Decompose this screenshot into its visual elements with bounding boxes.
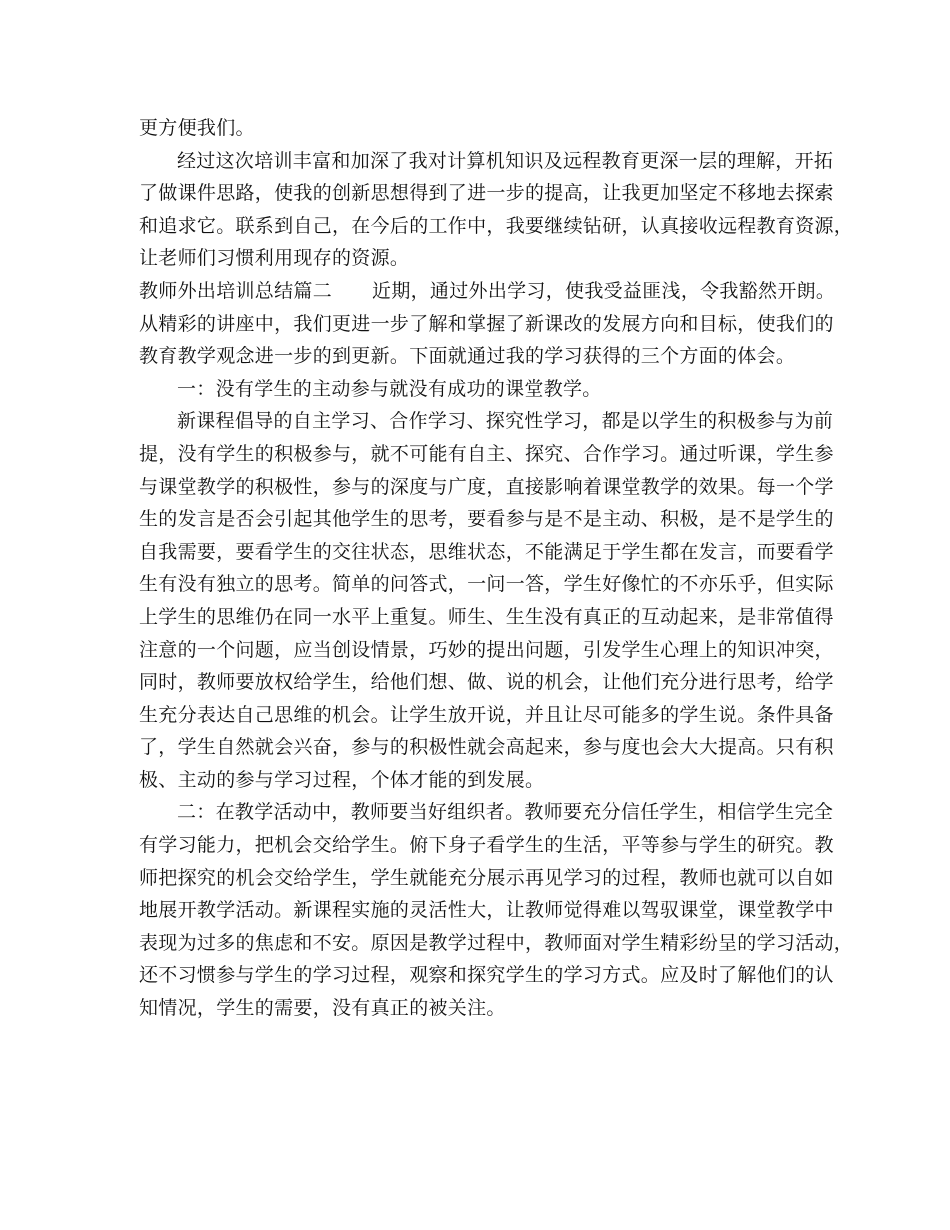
paragraph-line: 一：没有学生的主动参与就没有成功的课堂教学。: [177, 377, 602, 400]
paragraph-line: 了，学生自然就会兴奋，参与的积极性就会高起来，参与度也会大大提高。只有积: [139, 736, 834, 759]
paragraph-line: 注意的一个问题，应当创设情景，巧妙的提出问题，引发学生心理上的知识冲突，: [139, 638, 834, 661]
paragraph-line: 师把探究的机会交给学生，学生就能充分展示再见学习的过程，教师也就可以自如: [139, 866, 834, 889]
paragraph-line: 自我需要，要看学生的交往状态，思维状态，不能满足于学生都在发言，而要看学: [139, 540, 834, 563]
paragraph-line: 新课程倡导的自主学习、合作学习、探究性学习，都是以学生的积极参与为前: [177, 410, 834, 433]
paragraph-line: 经过这次培训丰富和加深了我对计算机知识及远程教育更深一层的理解，开拓: [177, 149, 834, 172]
paragraph-line: 更方便我们。: [139, 117, 255, 139]
paragraph-line: 生的发言是否会引起其他学生的思考，要看参与是不是主动、积极，是不是学生的: [139, 508, 834, 531]
section-heading-line: [139, 275, 836, 308]
paragraph-line: 教育教学观念进一步的到更新。下面就通过我的学习获得的三个方面的体会。: [139, 345, 796, 368]
paragraph-line: 生充分表达自己思维的机会。让学生放开说，并且让尽可能多的学生说。条件具备: [139, 703, 834, 726]
section-intro: 近期，通过外出学习，使我受益匪浅，令我豁然开朗。: [372, 279, 836, 302]
paragraph-line: 与课堂教学的积极性，参与的深度与广度，直接影响着课堂教学的效果。每一个学: [139, 475, 834, 498]
paragraph-line: 有学习能力，把机会交给学生。俯下身子看学生的生活，平等参与学生的研究。教: [139, 834, 834, 857]
paragraph-line: 知情况，学生的需要，没有真正的被关注。: [139, 997, 506, 1020]
section-title: 教师外出培训总结篇二: [139, 279, 333, 302]
paragraph-line: 上学生的思维仍在同一水平上重复。师生、生生没有真正的互动起来，是非常值得: [139, 605, 834, 628]
paragraph-line: 提，没有学生的积极参与，就不可能有自主、探究、合作学习。通过听课，学生参: [139, 442, 834, 465]
document-page: [139, 112, 854, 1025]
paragraph-line: 极、主动的参与学习过程，个体才能的到发展。: [139, 768, 545, 791]
paragraph-line: 表现为过多的焦虑和不安。原因是教学过程中，教师面对学生精彩纷呈的学习活动，: [139, 931, 854, 954]
paragraph-line: 让老师们习惯利用现存的资源。: [139, 247, 410, 270]
paragraph-line: 从精彩的讲座中，我们更进一步了解和掌握了新课改的发展方向和目标，使我们的: [139, 312, 834, 335]
paragraph-line: 生有没有独立的思考。简单的问答式，一问一答，学生好像忙的不亦乐乎，但实际: [139, 573, 834, 596]
paragraph-line: 和追求它。联系到自己，在今后的工作中，我要继续钻研，认真接收远程教育资源，: [139, 214, 854, 237]
paragraph-line: 地展开教学活动。新课程实施的灵活性大，让教师觉得难以驾驭课堂，课堂教学中: [139, 899, 834, 922]
paragraph-line: 同时，教师要放权给学生，给他们想、做、说的机会，让他们充分进行思考，给学: [139, 671, 834, 694]
paragraph-line: 了做课件思路，使我的创新思想得到了进一步的提高，让我更加坚定不移地去探索: [139, 182, 834, 205]
paragraph-line: 还不习惯参与学生的学习过程，观察和探究学生的学习方式。应及时了解他们的认: [139, 964, 834, 987]
paragraph-line: 二：在教学活动中，教师要当好组织者。教师要充分信任学生，相信学生完全: [177, 801, 834, 824]
